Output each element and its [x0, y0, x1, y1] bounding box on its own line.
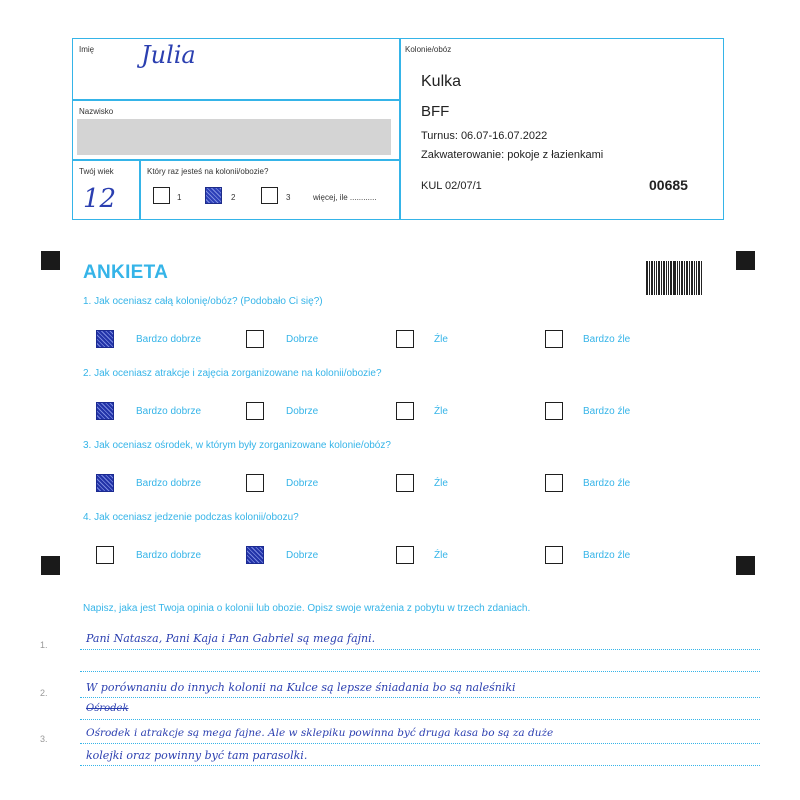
divider	[399, 39, 401, 219]
rating-label: Bardzo dobrze	[136, 334, 202, 345]
rating-label: Dobrze	[286, 406, 319, 417]
answer-line	[80, 743, 760, 744]
rating-checkbox[interactable]	[545, 330, 563, 348]
wiek-label: Twój wiek	[79, 167, 114, 176]
option-1-checkbox[interactable]	[153, 187, 170, 204]
rating-checkbox[interactable]	[96, 474, 114, 492]
rating-checkbox[interactable]	[96, 546, 114, 564]
nazwisko-label: Nazwisko	[79, 107, 114, 116]
imie-label: Imię	[79, 45, 95, 54]
alignment-marker	[736, 251, 755, 270]
rating-label: Źle	[434, 550, 448, 561]
answer-line-2-crossed: Ośrodek	[86, 703, 129, 714]
form-number: 00685	[649, 177, 688, 193]
rating-label: Źle	[434, 478, 448, 489]
divider	[73, 159, 399, 161]
divider	[139, 159, 141, 219]
question-text: 3. Jak oceniasz ośrodek, w którym były zorganizowane kolonie/obóz?	[83, 440, 391, 451]
answer-line-3b[interactable]: kolejki oraz powinny być tam parasolki.	[86, 749, 308, 762]
kolonie-label: Kolonie/obóz	[405, 45, 452, 54]
question-text: 1. Jak oceniasz całą kolonię/obóz? (Podobało Ci się?)	[83, 296, 323, 307]
survey-title: ANKIETA	[83, 262, 169, 283]
alignment-marker	[41, 251, 60, 270]
rating-checkbox[interactable]	[396, 330, 414, 348]
wiek-value[interactable]: 12	[83, 184, 117, 214]
option-3-label: 3	[286, 193, 291, 202]
rating-label: Dobrze	[286, 478, 319, 489]
barcode-icon	[646, 261, 702, 295]
rating-checkbox[interactable]	[96, 402, 114, 420]
zakwaterowanie: Zakwaterowanie: pokoje z łazienkami	[421, 149, 604, 161]
rating-checkbox[interactable]	[545, 546, 563, 564]
rating-checkbox[interactable]	[545, 474, 563, 492]
redacted-surname	[77, 119, 391, 155]
alignment-marker	[41, 556, 60, 575]
rating-label: Bardzo źle	[583, 334, 631, 345]
turnus: Turnus: 06.07-16.07.2022	[421, 130, 548, 142]
ktory-raz-label: Który raz jesteś na kolonii/obozie?	[147, 167, 269, 176]
camp-name: Kulka	[421, 73, 462, 90]
rating-label: Bardzo dobrze	[136, 550, 202, 561]
rating-label: Dobrze	[286, 334, 319, 345]
divider	[73, 99, 399, 101]
rating-checkbox[interactable]	[396, 474, 414, 492]
opinion-prompt: Napisz, jaka jest Twoja opinia o kolonii lub obozie. Opisz swoje wrażenia z pobytu w trzech zdaniach.	[83, 603, 531, 614]
rating-checkbox[interactable]	[96, 330, 114, 348]
line-number: 3.	[40, 734, 48, 744]
line-number: 2.	[40, 688, 48, 698]
question-text: 2. Jak oceniasz atrakcje i zajęcia zorganizowane na kolonii/obozie?	[83, 368, 382, 379]
rating-checkbox[interactable]	[396, 402, 414, 420]
rating-label: Bardzo źle	[583, 550, 631, 561]
rating-checkbox[interactable]	[246, 474, 264, 492]
option-2-checkbox[interactable]	[205, 187, 222, 204]
answer-line	[80, 719, 760, 720]
question-text: 4. Jak oceniasz jedzenie podczas kolonii/obozu?	[83, 512, 299, 523]
answer-line	[80, 671, 760, 672]
rating-checkbox[interactable]	[246, 330, 264, 348]
rating-label: Bardzo dobrze	[136, 478, 202, 489]
rating-label: Bardzo dobrze	[136, 406, 202, 417]
option-1-label: 1	[177, 193, 182, 202]
rating-label: Źle	[434, 406, 448, 417]
option-3-checkbox[interactable]	[261, 187, 278, 204]
wiecej-label: więcej, ile ............	[313, 193, 377, 202]
answer-line	[80, 697, 760, 698]
answer-line-2[interactable]: W porównaniu do innych kolonii na Kulce są lepsze śniadania bo są naleśniki	[86, 681, 516, 694]
option-2-label: 2	[231, 193, 236, 202]
answer-line	[80, 649, 760, 650]
header-form	[72, 38, 724, 220]
rating-checkbox[interactable]	[246, 546, 264, 564]
rating-label: Bardzo źle	[583, 406, 631, 417]
rating-checkbox[interactable]	[246, 402, 264, 420]
answer-line-3[interactable]: Ośrodek i atrakcje są mega fajne. Ale w sklepiku powinna być druga kasa bo są za duże	[86, 727, 554, 739]
answer-line-1[interactable]: Pani Natasza, Pani Kaja i Pan Gabriel są mega fajni.	[86, 632, 376, 645]
rating-label: Źle	[434, 334, 448, 345]
rating-checkbox[interactable]	[545, 402, 563, 420]
camp-code: KUL 02/07/1	[421, 180, 482, 192]
rating-checkbox[interactable]	[396, 546, 414, 564]
camp-sub: BFF	[421, 103, 450, 120]
answer-line	[80, 765, 760, 766]
rating-label: Dobrze	[286, 550, 319, 561]
line-number: 1.	[40, 640, 48, 650]
imie-value[interactable]: Julia	[141, 41, 196, 69]
alignment-marker	[736, 556, 755, 575]
rating-label: Bardzo źle	[583, 478, 631, 489]
